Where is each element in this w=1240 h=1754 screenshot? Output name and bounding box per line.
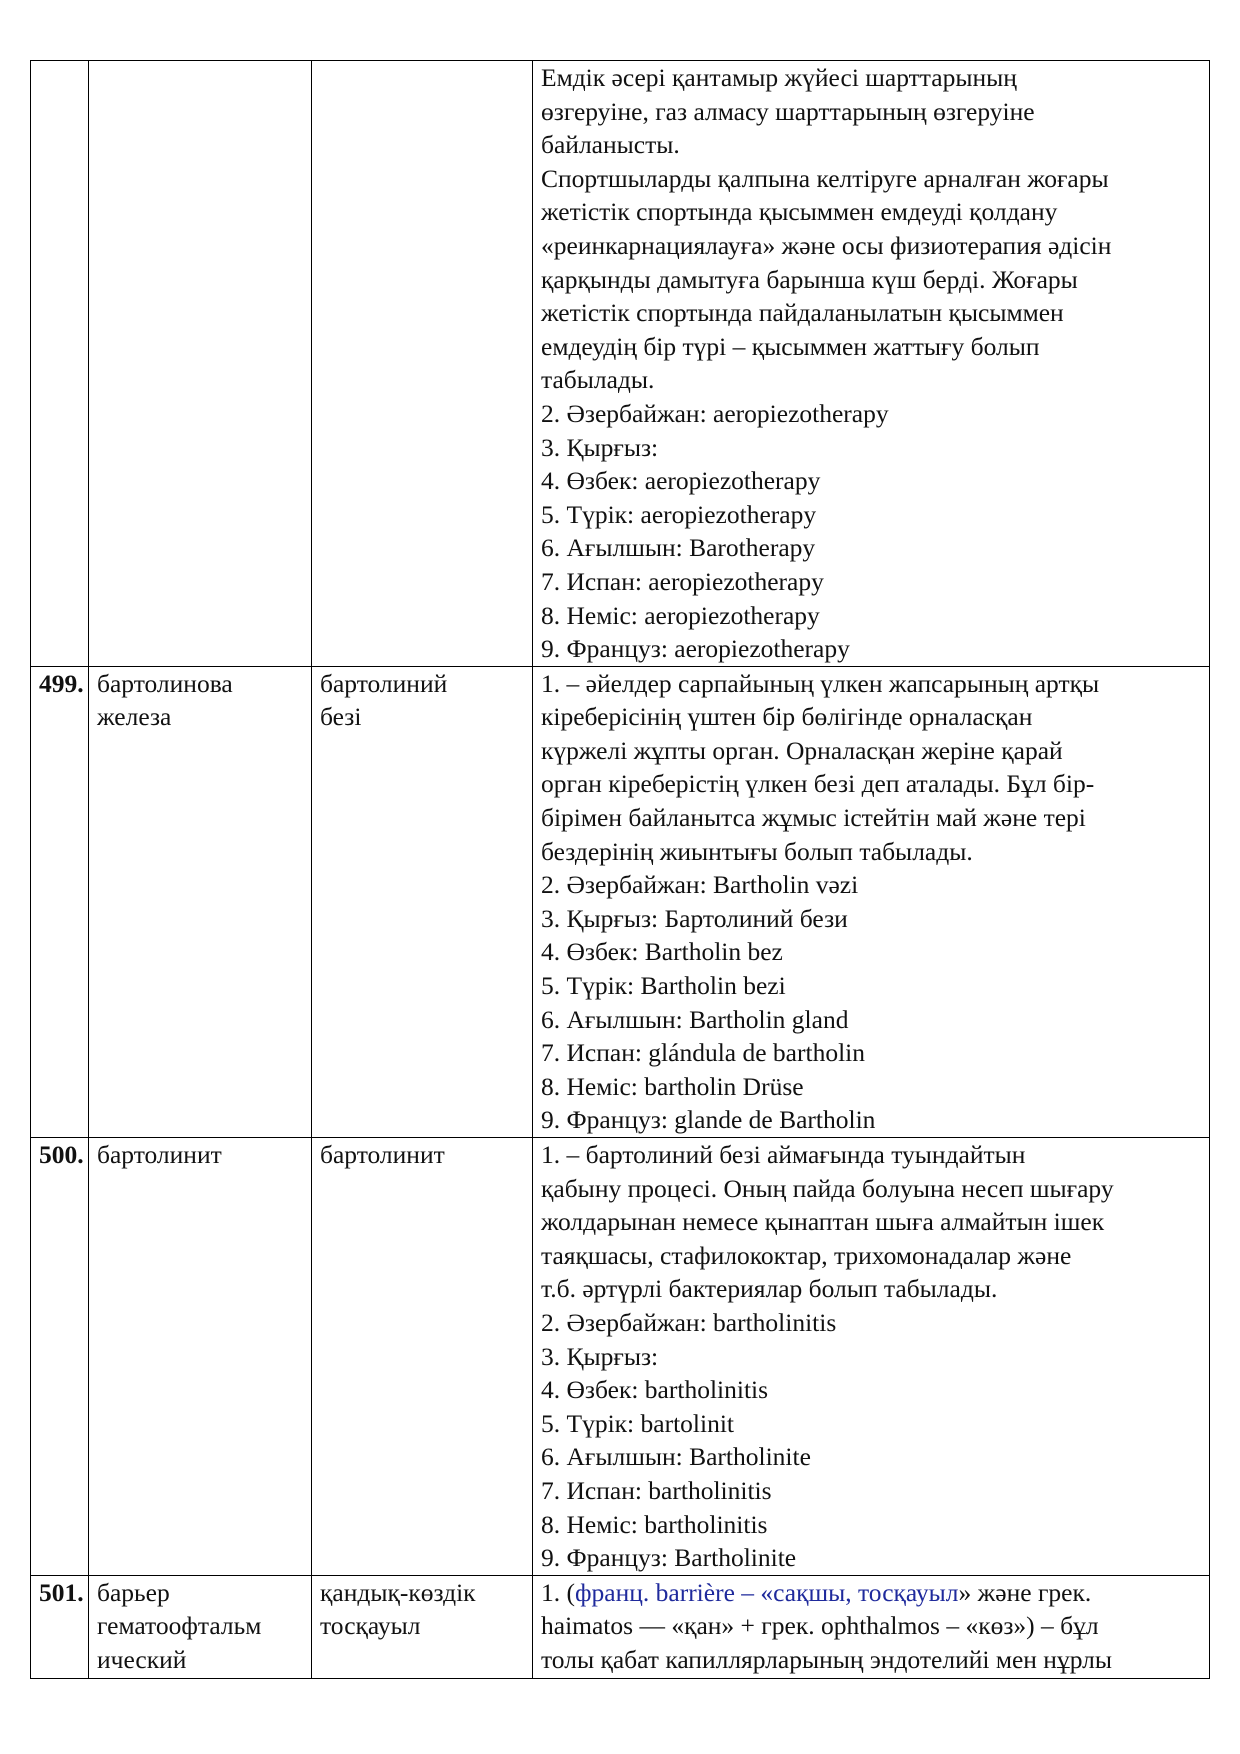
text-line: бартолинит	[320, 1140, 445, 1169]
text-line: железа	[97, 702, 172, 732]
text-line: бездерінің жиынтығы болып табылады.	[541, 836, 973, 866]
text-line: жетістік спортында пайдаланылатын қысыммен	[541, 298, 1064, 328]
dictionary-body	[31, 61, 1210, 1679]
entry-number	[31, 1575, 89, 1678]
kazakh-term	[312, 1138, 533, 1576]
text-line: 8. Неміс: bartholin Drüse	[541, 1071, 804, 1101]
kazakh-term	[312, 1575, 533, 1678]
text-line: 4. Өзбек: aeropiezotherapy	[541, 466, 821, 496]
text-line: 5. Түрік: Bartholin bezi	[541, 971, 786, 1001]
text-line: 5. Түрік: bartolinit	[541, 1408, 734, 1438]
text-line: 4. Өзбек: Bartholin bez	[541, 937, 783, 967]
text-line: күржелі жұпты орган. Орналасқан жеріне қарай	[541, 735, 1063, 765]
text-line: 7. Испан: aeropiezotherapy	[541, 566, 824, 596]
entry-number-text: 500.	[39, 1140, 84, 1169]
definition-text: 1. (	[541, 1577, 575, 1607]
russian-term	[89, 61, 312, 667]
definition-lines	[541, 1609, 1201, 1676]
text-line: қабыну процесі. Оның пайда болуына несеп шығару	[541, 1173, 1114, 1203]
definition-line	[541, 1576, 1201, 1610]
entry-number-text: 499.	[39, 668, 84, 698]
text-line: т.б. әртүрлі бактериялар болып табылады.	[541, 1274, 998, 1304]
text-line: 3. Қырғыз:	[541, 1341, 659, 1371]
text-line: 4. Өзбек: bartholinitis	[541, 1375, 769, 1405]
text-line: 3. Қырғыз:	[541, 432, 659, 462]
text-line: «реинкарнациялауға» және осы физиотерапия әдісін	[541, 230, 1112, 260]
text-line: 5. Түрік: aeropiezotherapy	[541, 499, 817, 529]
text-line: 6. Ағылшын: Bartholin gland	[541, 1004, 849, 1034]
table-row	[31, 666, 1210, 1137]
text-line: гематоофтальм	[97, 1611, 262, 1641]
text-line: 2. Әзербайжан: bartholinitis	[541, 1307, 837, 1337]
text-line: 6. Ағылшын: Barotherapy	[541, 533, 816, 563]
etymology-link[interactable]: франц. barrière – «сақшы, тосқауыл	[575, 1577, 959, 1607]
text-line: бартолиний	[320, 668, 448, 698]
text-line: орган кіреберістің үлкен безі деп аталады. Бұл бір-	[541, 769, 1095, 799]
definition	[533, 61, 1210, 667]
text-line: 2. Әзербайжан: aeropiezotherapy	[541, 398, 889, 428]
entry-number-text: 501.	[39, 1577, 84, 1607]
text-line: қарқынды дамытуға барынша күш берді. Жоғары	[541, 264, 1078, 294]
russian-term	[89, 666, 312, 1137]
text-line: бірімен байланытса жұмыс істейтін май және тері	[541, 803, 1086, 833]
text-line: бартолинит	[97, 1140, 222, 1169]
russian-term	[89, 1138, 312, 1576]
text-line: 8. Неміс: bartholinitis	[541, 1509, 768, 1539]
text-line: безі	[320, 702, 362, 732]
text-line: қандық-көздік	[320, 1577, 476, 1607]
definition-text: » және грек.	[958, 1577, 1092, 1607]
text-line: Спортшыларды қалпына келтіруге арналған жоғары	[541, 163, 1109, 193]
text-line: жетістік спортында қысыммен емдеуді қолдану	[541, 197, 1058, 227]
kazakh-term	[312, 61, 533, 667]
text-line: 1. – әйелдер сарпайының үлкен жапсарының артқы	[541, 668, 1100, 698]
text-line: тосқауыл	[320, 1611, 421, 1641]
definition	[533, 1575, 1210, 1678]
table-row	[31, 1138, 1210, 1576]
text-line: байланысты.	[541, 130, 680, 160]
text-line: өзгеруіне, газ алмасу шарттарының өзгеруіне	[541, 96, 1035, 126]
text-line: Емдік әсері қантамыр жүйесі шарттарының	[541, 63, 1017, 92]
text-line: 9. Француз: glande de Bartholin	[541, 1105, 876, 1135]
text-line: haimatos — «қан» + грек. ophthalmos – «көз») – бұл	[541, 1611, 1099, 1641]
text-line: 3. Қырғыз: Бартолиний бези	[541, 903, 848, 933]
text-line: таяқшасы, стафилококтар, трихомонадалар және	[541, 1240, 1072, 1270]
text-line: толы қабат капиллярларының эндотелийі мен нұрлы	[541, 1644, 1112, 1674]
table-row	[31, 1575, 1210, 1678]
entry-number	[31, 61, 89, 667]
definition	[533, 666, 1210, 1137]
text-line: 7. Испан: glándula de bartholin	[541, 1038, 865, 1068]
text-line: 1. – бартолиний безі аймағында туындайтын	[541, 1140, 1026, 1169]
entry-number	[31, 1138, 89, 1576]
text-line: ический	[97, 1644, 187, 1674]
definition	[533, 1138, 1210, 1576]
text-line: 7. Испан: bartholinitis	[541, 1475, 772, 1505]
kazakh-term	[312, 666, 533, 1137]
text-line: бартолинова	[97, 668, 233, 698]
text-line: жолдарынан немесе қынаптан шыға алмайтын ішек	[541, 1207, 1105, 1237]
text-line: 6. Ағылшын: Bartholinite	[541, 1442, 811, 1472]
text-line: кіреберісінің үштен бір бөлігінде орналасқан	[541, 702, 1033, 732]
russian-term	[89, 1575, 312, 1678]
text-line: 9. Француз: Bartholinite	[541, 1543, 797, 1573]
text-line: емдеудің бір түрі – қысыммен жаттығу болып	[541, 331, 1040, 361]
table-row	[31, 61, 1210, 667]
text-line: 2. Әзербайжан: Bartholin vəzi	[541, 870, 859, 900]
entry-number	[31, 666, 89, 1137]
text-line: 9. Француз: aeropiezotherapy	[541, 634, 850, 664]
dictionary-table	[30, 60, 1210, 1679]
text-line: барьер	[97, 1577, 170, 1607]
text-line: табылады.	[541, 365, 655, 395]
text-line: 8. Неміс: aeropiezotherapy	[541, 600, 820, 630]
